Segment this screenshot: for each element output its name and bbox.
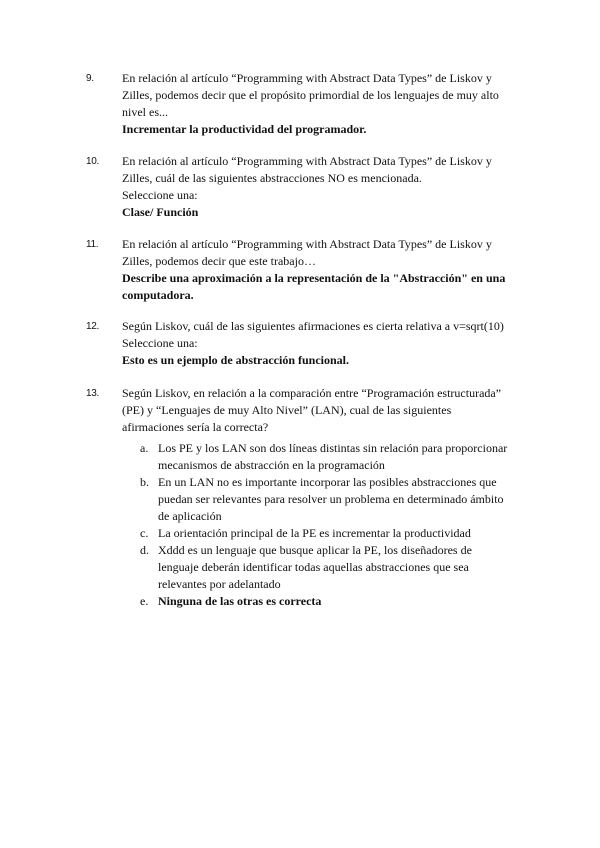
question-10 — [86, 153, 524, 221]
question-text-line: En relación al artículo “Programming with Abstract Data Types” de Liskov y — [122, 71, 492, 85]
option-text-line: Xddd es un lenguaje que busque aplicar la PE, los diseñadores de — [158, 543, 472, 557]
question-number: 10. — [86, 156, 100, 167]
option-letter: a. — [140, 441, 149, 455]
question-text-line: afirmaciones sería la correcta? — [122, 420, 269, 434]
options-list — [122, 440, 524, 610]
option-text-line: En un LAN no es importante incorporar las posibles abstracciones que — [158, 475, 497, 489]
question-text-line: Según Liskov, cuál de las siguientes afirmaciones es cierta relativa a v=sqrt(10) — [122, 319, 504, 333]
answer-text: Clase/ Función — [122, 205, 199, 219]
question-text-line: En relación al artículo “Programming with Abstract Data Types” de Liskov y — [122, 237, 492, 251]
question-13 — [86, 385, 524, 610]
question-number: 9. — [86, 73, 94, 84]
question-text-line: Zilles, podemos decir que este trabajo… — [122, 254, 316, 268]
option-text-line: Ninguna de las otras es correcta — [158, 594, 322, 608]
option-text-line: puedan ser relevantes para resolver un problema en determinado ámbito — [158, 492, 504, 506]
option-text-line: La orientación principal de la PE es incrementar la productividad — [158, 526, 471, 540]
option-c — [122, 525, 524, 542]
option-letter: d. — [140, 543, 149, 557]
option-letter: c. — [140, 526, 149, 540]
question-text-line: Según Liskov, en relación a la comparación entre “Programación estructurada” — [122, 386, 502, 400]
answer-text: Esto es un ejemplo de abstracción funcional. — [122, 353, 350, 367]
question-number: 11. — [86, 239, 99, 250]
option-text-line: relevantes por adelantado — [158, 577, 281, 591]
question-text-line: nivel es... — [122, 105, 168, 119]
option-a — [122, 440, 524, 474]
question-number: 13. — [86, 388, 100, 399]
answer-text: Describe una aproximación a la representación de la "Abstracción" en una — [122, 271, 506, 285]
question-text-line: Zilles, podemos decir que el propósito primordial de los lenguajes de muy alto — [122, 88, 499, 102]
answer-text: Incrementar la productividad del programador. — [122, 122, 367, 136]
question-text-line: Zilles, cuál de las siguientes abstracciones NO es mencionada. — [122, 171, 422, 185]
question-text-line: En relación al artículo “Programming with Abstract Data Types” de Liskov y — [122, 154, 492, 168]
option-letter: b. — [140, 475, 149, 489]
question-9 — [86, 70, 524, 138]
answer-text: computadora. — [122, 288, 194, 302]
option-text-line: Los PE y los LAN son dos líneas distintas sin relación para proporcionar — [158, 441, 508, 455]
question-12 — [86, 318, 524, 369]
question-text-line: (PE) y “Lenguajes de muy Alto Nivel” (LAN), cual de las siguientes — [122, 403, 452, 417]
option-b — [122, 474, 524, 525]
option-d — [122, 542, 524, 593]
option-text-line: lenguaje deberán identificar todas aquellas abstracciones que sea — [158, 560, 469, 574]
option-text-line: mecanismos de abstracción en la programación — [158, 458, 385, 472]
option-letter: e. — [140, 594, 149, 608]
option-text-line: de aplicación — [158, 509, 222, 523]
question-number: 12. — [86, 321, 100, 332]
question-text-line: Seleccione una: — [122, 336, 198, 350]
question-text-line: Seleccione una: — [122, 188, 198, 202]
question-11 — [86, 236, 524, 304]
option-e-correct — [122, 593, 524, 610]
